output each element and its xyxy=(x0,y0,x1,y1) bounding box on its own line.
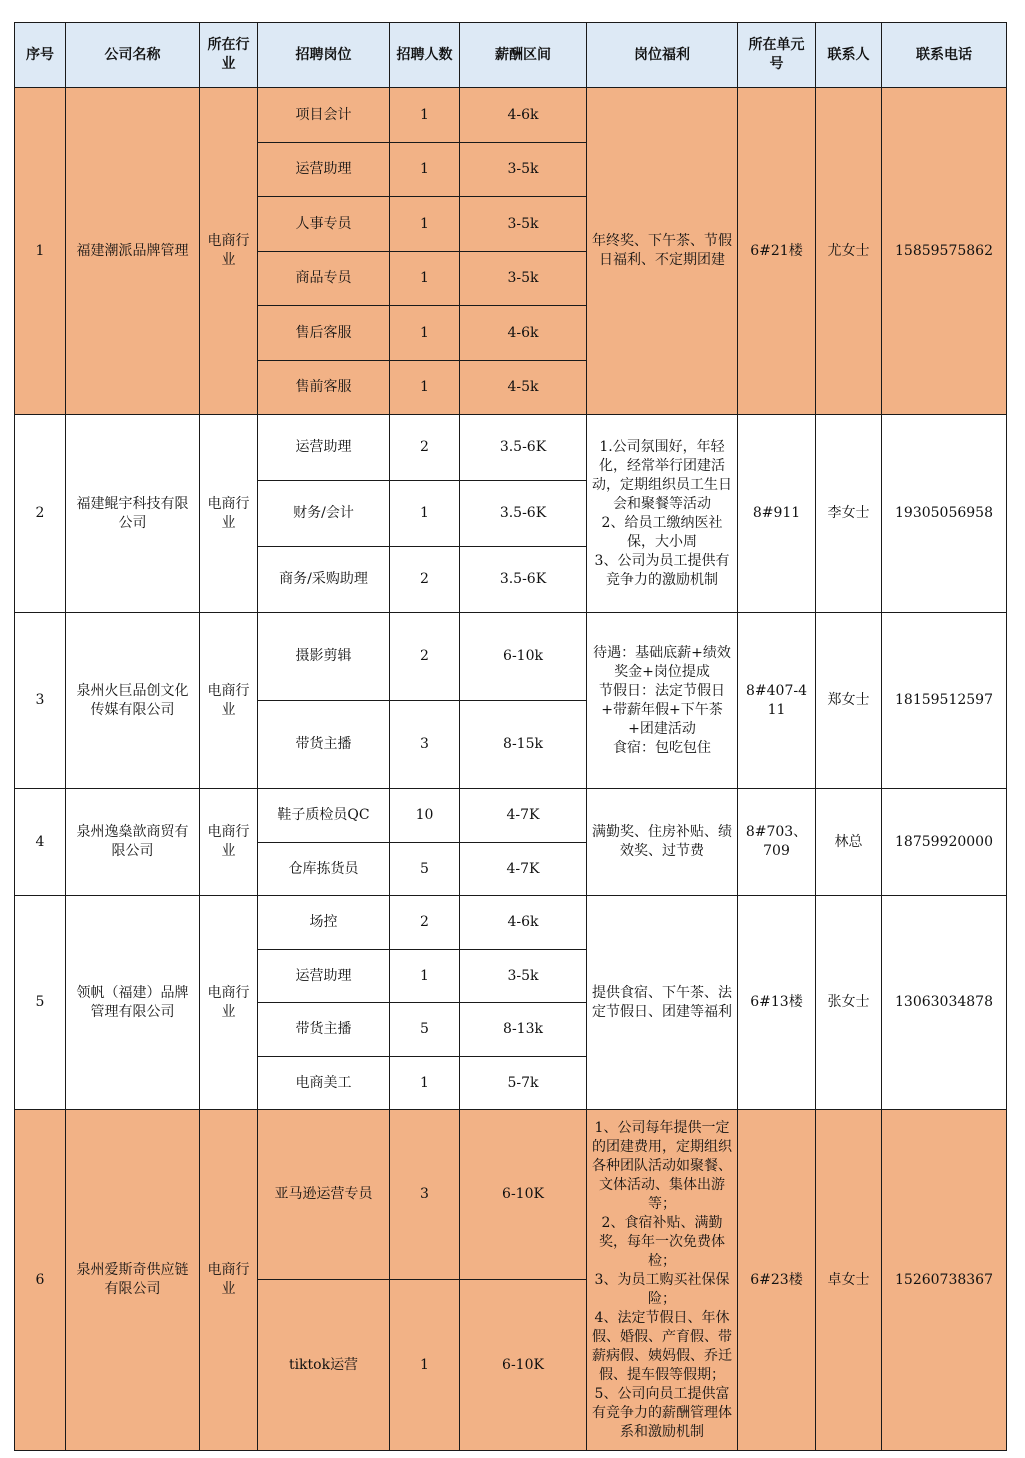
table-row xyxy=(15,613,1007,701)
headcount-cell: 2 xyxy=(390,896,460,950)
industry-cell: 电商行业 xyxy=(200,1110,258,1451)
headcount-cell: 1 xyxy=(390,950,460,1003)
salary-cell: 4-7K xyxy=(460,843,587,896)
unit-cell: 8#703、709 xyxy=(738,789,816,896)
seq-cell: 3 xyxy=(15,613,66,789)
benefit-line: 5、公司向员工提供富有竞争力的薪酬管理体系和激励机制 xyxy=(592,1385,732,1440)
seq-cell: 4 xyxy=(15,789,66,896)
header-row xyxy=(15,23,1007,88)
company-name-cell: 泉州火巨品创文化传媒有限公司 xyxy=(66,613,200,789)
headcount-cell: 1 xyxy=(390,1057,460,1110)
salary-cell: 3-5k xyxy=(460,950,587,1003)
seq-cell: 1 xyxy=(15,88,66,415)
phone-cell: 15260738367 xyxy=(882,1110,1007,1451)
salary-cell: 6-10K xyxy=(460,1110,587,1280)
industry-cell: 电商行业 xyxy=(200,613,258,789)
header-position: 招聘岗位 xyxy=(258,23,390,88)
headcount-cell: 1 xyxy=(390,88,460,143)
table-row xyxy=(15,415,1007,481)
salary-cell: 4-6k xyxy=(460,88,587,143)
contact-cell: 郑女士 xyxy=(816,613,882,789)
header-company: 公司名称 xyxy=(66,23,200,88)
position-cell: 商品专员 xyxy=(258,252,390,306)
benefit-line: 待遇：基础底薪+绩效奖金+岗位提成 xyxy=(593,644,731,680)
headcount-cell: 3 xyxy=(390,1110,460,1280)
position-cell: 仓库拣货员 xyxy=(258,843,390,896)
company-name-cell: 泉州逸燊歆商贸有限公司 xyxy=(66,789,200,896)
company-name-cell: 领帆（福建）品牌管理有限公司 xyxy=(66,896,200,1110)
phone-cell: 15859575862 xyxy=(882,88,1007,415)
header-industry: 所在行业 xyxy=(200,23,258,88)
header-seq: 序号 xyxy=(15,23,66,88)
table-row xyxy=(15,896,1007,950)
headcount-cell: 1 xyxy=(390,252,460,306)
unit-cell: 6#13楼 xyxy=(738,896,816,1110)
industry-cell: 电商行业 xyxy=(200,88,258,415)
contact-cell: 尤女士 xyxy=(816,88,882,415)
position-cell: 运营助理 xyxy=(258,950,390,1003)
benefits-cell xyxy=(587,613,738,789)
table-row xyxy=(15,789,1007,843)
benefit-line: 3、为员工购买社保保险； xyxy=(594,1271,730,1307)
phone-cell: 18759920000 xyxy=(882,789,1007,896)
phone-cell: 13063034878 xyxy=(882,896,1007,1110)
unit-cell: 8#911 xyxy=(738,415,816,613)
contact-cell: 卓女士 xyxy=(816,1110,882,1451)
headcount-cell: 2 xyxy=(390,547,460,613)
headcount-cell: 1 xyxy=(390,197,460,252)
salary-cell: 8-15k xyxy=(460,701,587,789)
benefit-line: 提供食宿、下午茶、法定节假日、团建等福利 xyxy=(592,984,732,1020)
benefits-cell xyxy=(587,88,738,415)
position-cell: 摄影剪辑 xyxy=(258,613,390,701)
table-row xyxy=(15,88,1007,143)
position-cell: 运营助理 xyxy=(258,415,390,481)
unit-cell: 6#23楼 xyxy=(738,1110,816,1451)
position-cell: 带货主播 xyxy=(258,1003,390,1057)
headcount-cell: 10 xyxy=(390,789,460,843)
headcount-cell: 2 xyxy=(390,613,460,701)
benefit-line: 2、食宿补贴、满勤奖，每年一次免费体检； xyxy=(599,1214,725,1269)
headcount-cell: 1 xyxy=(390,143,460,197)
benefit-line: 食宿：包吃包住 xyxy=(613,739,711,756)
salary-cell: 3-5k xyxy=(460,252,587,306)
benefits-cell xyxy=(587,415,738,613)
position-cell: 运营助理 xyxy=(258,143,390,197)
position-cell: 项目会计 xyxy=(258,88,390,143)
position-cell: 人事专员 xyxy=(258,197,390,252)
benefits-cell xyxy=(587,1110,738,1451)
phone-cell: 19305056958 xyxy=(882,415,1007,613)
position-cell: 商务/采购助理 xyxy=(258,547,390,613)
headcount-cell: 5 xyxy=(390,843,460,896)
table-row xyxy=(15,1110,1007,1280)
salary-cell: 3-5k xyxy=(460,143,587,197)
table-body xyxy=(15,88,1007,1451)
position-cell: tiktok运营 xyxy=(258,1280,390,1451)
industry-cell: 电商行业 xyxy=(200,415,258,613)
company-name-cell: 泉州爱斯奇供应链有限公司 xyxy=(66,1110,200,1451)
position-cell: 带货主播 xyxy=(258,701,390,789)
salary-cell: 4-6k xyxy=(460,896,587,950)
benefit-line: 1、公司每年提供一定的团建费用，定期组织各种团队活动如聚餐、文体活动、集体出游等； xyxy=(592,1119,732,1212)
seq-cell: 2 xyxy=(15,415,66,613)
header-benefits: 岗位福利 xyxy=(587,23,738,88)
industry-cell: 电商行业 xyxy=(200,789,258,896)
position-cell: 鞋子质检员QC xyxy=(258,789,390,843)
salary-cell: 3.5-6K xyxy=(460,547,587,613)
header-unit: 所在单元号 xyxy=(738,23,816,88)
salary-cell: 3.5-6K xyxy=(460,415,587,481)
benefits-cell xyxy=(587,896,738,1110)
salary-cell: 3.5-6K xyxy=(460,481,587,547)
salary-cell: 5-7k xyxy=(460,1057,587,1110)
benefits-cell xyxy=(587,789,738,896)
benefit-line: 节假日：法定节假日+带薪年假+下午茶+团建活动 xyxy=(599,682,725,737)
headcount-cell: 1 xyxy=(390,361,460,415)
position-cell: 售前客服 xyxy=(258,361,390,415)
contact-cell: 林总 xyxy=(816,789,882,896)
headcount-cell: 5 xyxy=(390,1003,460,1057)
header-count: 招聘人数 xyxy=(390,23,460,88)
contact-cell: 李女士 xyxy=(816,415,882,613)
position-cell: 售后客服 xyxy=(258,306,390,361)
salary-cell: 6-10k xyxy=(460,613,587,701)
benefit-line: 4、法定节假日、年休假、婚假、产育假、带薪病假、姨妈假、乔迁假、提车假等假期； xyxy=(592,1309,732,1383)
contact-cell: 张女士 xyxy=(816,896,882,1110)
salary-cell: 8-13k xyxy=(460,1003,587,1057)
benefit-line: 年终奖、下午茶、节假日福利、不定期团建 xyxy=(592,233,732,268)
position-cell: 亚马逊运营专员 xyxy=(258,1110,390,1280)
position-cell: 电商美工 xyxy=(258,1057,390,1110)
seq-cell: 6 xyxy=(15,1110,66,1451)
headcount-cell: 1 xyxy=(390,306,460,361)
benefit-line: 满勤奖、住房补贴、绩效奖、过节费 xyxy=(592,824,732,859)
benefit-line: 1.公司氛围好，年轻化，经常举行团建活动，定期组织员工生日会和聚餐等活动 xyxy=(592,438,732,512)
headcount-cell: 3 xyxy=(390,701,460,789)
company-name-cell: 福建鲲宇科技有限公司 xyxy=(66,415,200,613)
unit-cell: 6#21楼 xyxy=(738,88,816,415)
unit-cell: 8#407-411 xyxy=(738,613,816,789)
seq-cell: 5 xyxy=(15,896,66,1110)
salary-cell: 6-10K xyxy=(460,1280,587,1451)
headcount-cell: 1 xyxy=(390,481,460,547)
header-contact: 联系人 xyxy=(816,23,882,88)
position-cell: 财务/会计 xyxy=(258,481,390,547)
phone-cell: 18159512597 xyxy=(882,613,1007,789)
salary-cell: 4-7K xyxy=(460,789,587,843)
industry-cell: 电商行业 xyxy=(200,896,258,1110)
headcount-cell: 2 xyxy=(390,415,460,481)
position-cell: 场控 xyxy=(258,896,390,950)
job-listing-table xyxy=(14,22,1007,1451)
salary-cell: 4-6k xyxy=(460,306,587,361)
benefit-line: 2、给员工缴纳医社保，大小周 xyxy=(601,514,723,550)
salary-cell: 4-5k xyxy=(460,361,587,415)
header-salary: 薪酬区间 xyxy=(460,23,587,88)
header-phone: 联系电话 xyxy=(882,23,1007,88)
salary-cell: 3-5k xyxy=(460,197,587,252)
benefit-line: 3、公司为员工提供有竞争力的激励机制 xyxy=(594,552,730,588)
headcount-cell: 1 xyxy=(390,1280,460,1451)
company-name-cell: 福建潮派品牌管理 xyxy=(66,88,200,415)
